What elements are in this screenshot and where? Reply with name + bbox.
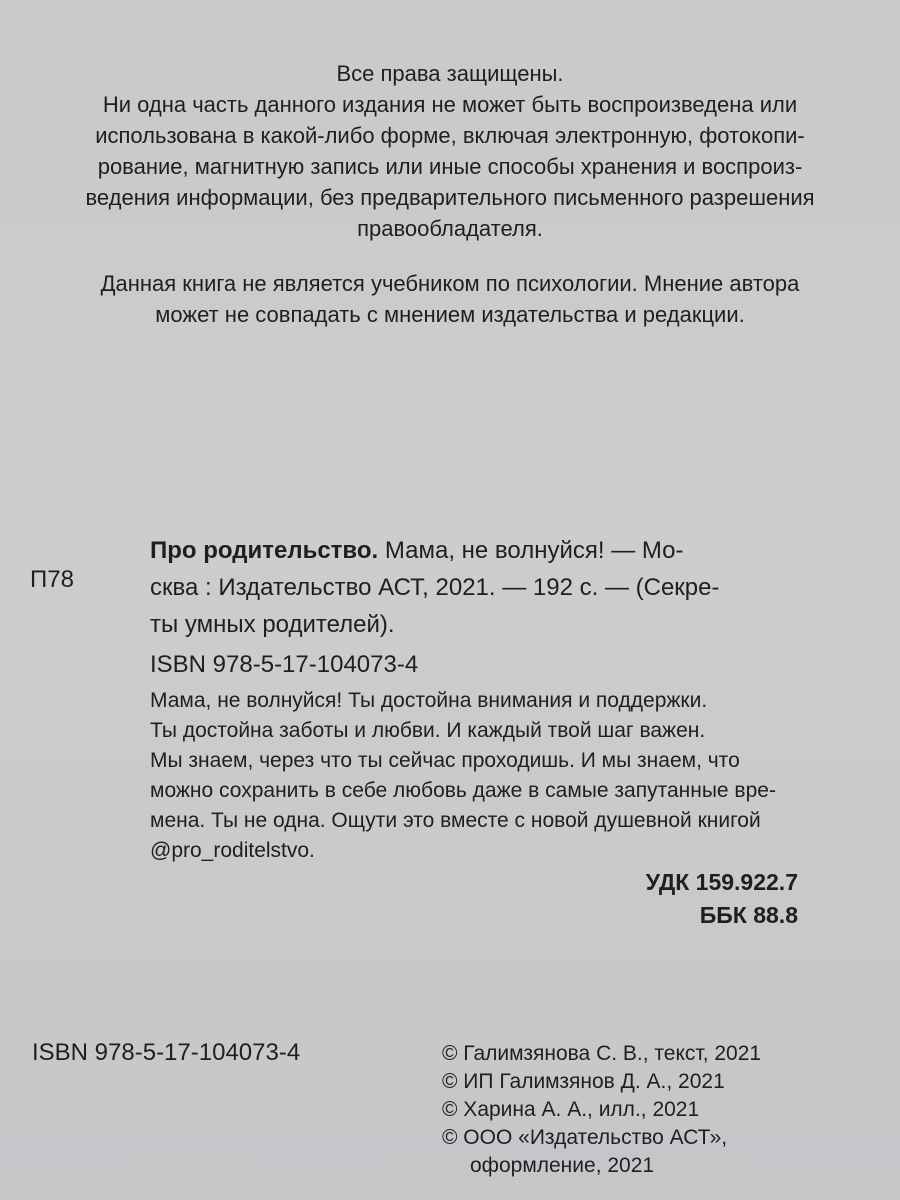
copyright-holders: [442, 1040, 761, 1180]
rights-line: Ни одна часть данного издания не может быть воспроизведена или: [102, 92, 798, 117]
bibliographic-entry: [150, 532, 800, 643]
bibliographic-text: Мама, не волнуйся! — Мо-: [378, 537, 684, 564]
rights-line: правообладателя.: [357, 216, 543, 241]
rights-line: рование, магнитную запись или иные способы хранения и воспроиз-: [97, 154, 803, 179]
isbn-entry: ISBN 978-5-17-104073-4: [150, 651, 419, 678]
disclaimer: [0, 268, 900, 330]
copyright-line: оформление, 2021: [470, 1154, 655, 1177]
disclaimer-line: Данная книга не является учебником по психологии. Мнение автора: [100, 271, 800, 296]
annotation-line: Мы знаем, через что ты сейчас проходишь. И мы знаем, что: [150, 749, 740, 772]
copyright-line: © Харина А. А., илл., 2021: [442, 1098, 700, 1121]
catalog-code: П78: [30, 566, 74, 593]
annotation-line: можно сохранить в себе любовь даже в самые запутанные вре-: [150, 779, 776, 802]
rights-line: Все права защищены.: [336, 61, 564, 86]
rights-line: использована в какой-либо форме, включая электронную, фотокопи-: [95, 123, 805, 148]
rights-notice: [0, 58, 900, 244]
copyright-line: © ИП Галимзянов Д. А., 2021: [442, 1070, 725, 1093]
annotation-line: @pro_roditelstvo.: [150, 839, 315, 862]
disclaimer-line: может не совпадать с мнением издательства и редакции.: [155, 302, 745, 327]
copyright-line: © ООО «Издательство АСТ»,: [442, 1126, 728, 1149]
book-title: Про родительство.: [150, 537, 379, 564]
udk-code: УДК 159.922.7: [645, 869, 798, 895]
annotation: [150, 686, 802, 866]
footer-isbn: ISBN 978-5-17-104073-4: [32, 1039, 301, 1066]
bbk-code: ББК 88.8: [699, 902, 798, 928]
classification-codes: [646, 866, 798, 932]
bibliographic-line: [150, 532, 800, 569]
annotation-line: Мама, не волнуйся! Ты достойна внимания и поддержки.: [150, 689, 708, 712]
bibliographic-line: сква : Издательство АСТ, 2021. — 192 с. — (Секре-: [150, 574, 720, 601]
annotation-line: Ты достойна заботы и любви. И каждый твой шаг важен.: [150, 719, 706, 742]
bibliographic-line: ты умных родителей).: [150, 611, 395, 638]
annotation-line: мена. Ты не одна. Ощути это вместе с новой душевной книгой: [150, 809, 761, 832]
rights-line: ведения информации, без предварительного письменного разрешения: [85, 185, 815, 210]
copyright-line: © Галимзянова С. В., текст, 2021: [442, 1042, 762, 1065]
